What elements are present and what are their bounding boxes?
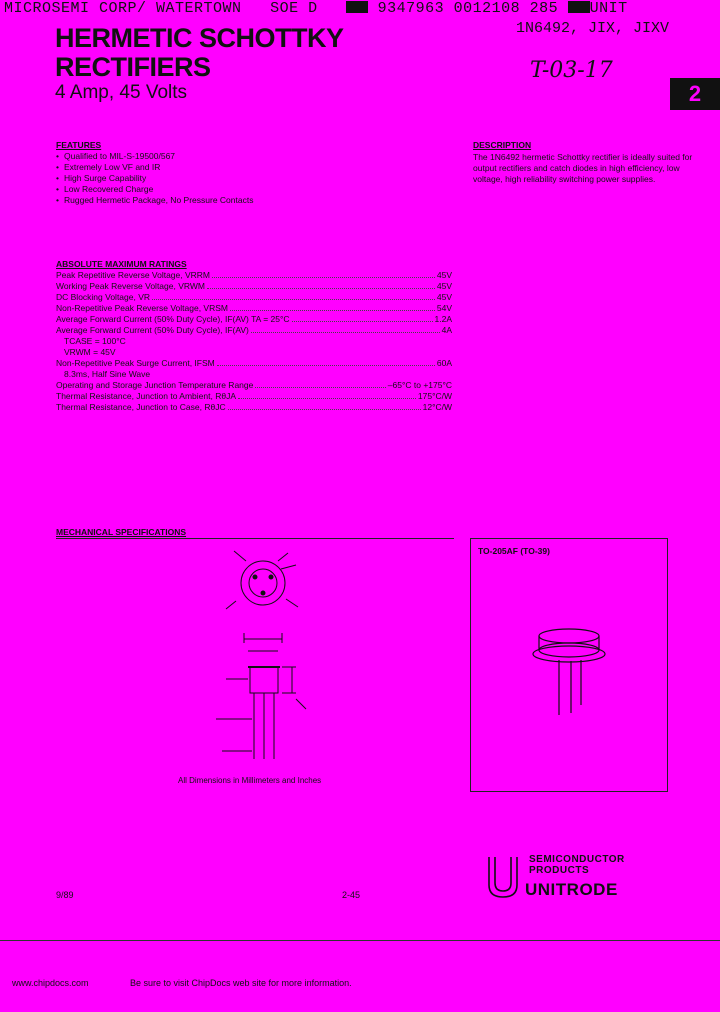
leader-dots (230, 310, 435, 311)
rating-label: Working Peak Reverse Voltage, VRWM (56, 281, 205, 291)
rating-label: Peak Repetitive Reverse Voltage, VRRM (56, 270, 211, 280)
description-heading: DESCRIPTION (473, 140, 532, 150)
feature-item: • Extremely Low VF and IR (56, 162, 276, 173)
rating-row (56, 303, 452, 314)
leader-dots (238, 398, 416, 399)
rating-value: 60A (436, 358, 452, 368)
handwritten-note: T-03-17 (530, 58, 613, 83)
feature-item: • High Surge Capability (56, 173, 276, 184)
page-title-line-1: HERMETIC SCHOTTKY (55, 23, 344, 53)
rating-value: 45V (436, 270, 452, 280)
leader-dots (207, 288, 435, 289)
rating-label: Non-Repetitive Peak Reverse Voltage, VRSM (56, 303, 228, 313)
rating-row (56, 314, 452, 325)
rating-value: 54V (436, 303, 452, 313)
rating-label: VRWM = 45V (64, 347, 116, 357)
rating-row (56, 358, 452, 369)
page-subtitle: 4 Amp, 45 Volts (55, 82, 188, 103)
description-text: The 1N6492 hermetic Schottky rectifier is ideally suited for output rectifiers and catch diodes in high efficiency, low voltage, high reliability switching power supplies. (473, 152, 693, 184)
rating-row (56, 281, 452, 292)
leader-dots (212, 277, 435, 278)
chipdocs-link[interactable]: www.chipdocs.com (12, 978, 89, 988)
logo-brand: UNITRODE (525, 880, 618, 899)
leader-dots (292, 321, 433, 322)
features-heading: FEATURES (56, 140, 102, 150)
rating-value: 45V (436, 281, 452, 291)
rating-label: Thermal Resistance, Junction to Case, RθJC (56, 402, 226, 412)
package-label: TO-205AF (TO-39) (478, 546, 550, 556)
rating-label: Thermal Resistance, Junction to Ambient, RθJA (56, 391, 236, 401)
package-illustration-box (470, 538, 668, 792)
mechanical-heading: MECHANICAL SPECIFICATIONS (56, 527, 187, 537)
footer-date: 9/89 (56, 890, 74, 900)
header-company: MICROSEMI CORP/ WATERTOWN (4, 0, 242, 17)
to39-package-illustration (471, 539, 667, 791)
rating-row (56, 292, 452, 303)
page-title-line-2: RECTIFIERS (55, 52, 211, 82)
bottom-divider (0, 940, 720, 941)
leader-dots (255, 387, 385, 388)
feature-item: • Rugged Hermetic Package, No Pressure Contacts (56, 195, 276, 206)
rating-label: Average Forward Current (50% Duty Cycle), IF(AV) TA = 25°C (56, 314, 290, 324)
redaction-block-2 (568, 1, 590, 13)
rating-row (56, 402, 452, 413)
logo-line-1: SEMICONDUCTOR (529, 854, 625, 865)
leader-dots (217, 365, 435, 366)
leader-dots (251, 332, 440, 333)
rating-row (56, 270, 452, 281)
logo-line-2: PRODUCTS (529, 865, 590, 876)
dimensions-note: All Dimensions in Millimeters and Inches (178, 776, 322, 785)
rating-value: –65°C to +175°C (387, 380, 452, 390)
unitrode-logo (487, 855, 667, 900)
feature-item: • Low Recovered Charge (56, 184, 276, 195)
rating-label: Non-Repetitive Peak Surge Current, IFSM (56, 358, 215, 368)
rating-value: 175°C/W (417, 391, 452, 401)
rating-row (56, 336, 452, 347)
rating-row (56, 391, 452, 402)
feature-item: • Qualified to MIL-S-19500/567 (56, 151, 276, 162)
rating-label: Operating and Storage Junction Temperature Range (56, 380, 254, 390)
rating-value: 1.2A (434, 314, 452, 324)
package-outline-drawing (56, 539, 454, 791)
rating-row (56, 347, 452, 358)
leader-dots (228, 409, 421, 410)
rating-value: 45V (436, 292, 452, 302)
rating-row (56, 380, 452, 391)
header-code-1: SOE D (270, 0, 318, 17)
rating-row (56, 325, 452, 336)
ratings-heading: ABSOLUTE MAXIMUM RATINGS (56, 259, 187, 269)
rating-label: 8.3ms, Half Sine Wave (64, 369, 151, 379)
chipdocs-note: Be sure to visit ChipDocs web site for more information. (130, 978, 352, 988)
section-tab: 2 (670, 78, 720, 110)
features-list (56, 151, 276, 206)
mechanical-drawing (56, 538, 454, 791)
rating-label: TCASE = 100°C (64, 336, 126, 346)
header-code-3: UNIT (589, 0, 628, 17)
scan-header-line (4, 0, 628, 17)
rating-label: DC Blocking Voltage, VR (56, 292, 151, 302)
rating-row (56, 369, 452, 380)
rating-value: 12°C/W (422, 402, 452, 412)
redaction-block-1 (346, 1, 368, 13)
leader-dots (152, 299, 435, 300)
rating-label: Average Forward Current (50% Duty Cycle), IF(AV) (56, 325, 249, 335)
header-code-2: 9347963 0012108 285 (377, 0, 559, 17)
ratings-table (56, 270, 452, 413)
rating-value: 4A (441, 325, 452, 335)
part-numbers: 1N6492, JIX, JIXV (516, 20, 670, 37)
footer-page-number: 2-45 (342, 890, 361, 900)
